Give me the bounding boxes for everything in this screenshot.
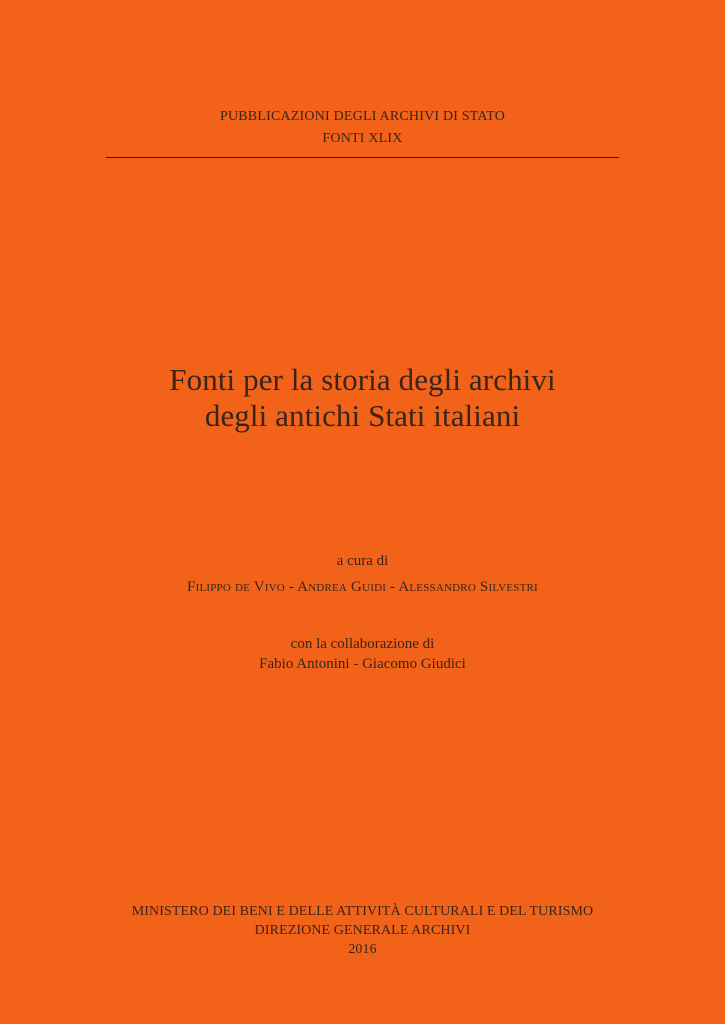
series-volume: FONTI XLIX [322, 131, 403, 146]
editors-names: Filippo de Vivo - Andrea Guidi - Alessandro Silvestri [187, 579, 538, 595]
series-name: PUBBLICAZIONI DEGLI ARCHIVI DI STATO [219, 109, 506, 124]
publisher-ministry: MINISTERO DEI BENI E DELLE ATTIVITÀ CULTURALI E DEL TURISMO [131, 904, 594, 919]
collaborators [0, 634, 725, 674]
publisher-block [0, 902, 725, 959]
publisher-directorate: DIREZIONE GENERALE ARCHIVI [254, 923, 471, 938]
book-title [0, 362, 725, 434]
editors [0, 548, 725, 600]
publication-year: 2016 [348, 942, 377, 957]
header-divider [106, 157, 619, 158]
editors-intro: a cura di [336, 553, 389, 569]
collaborators-intro: con la collaborazione di [290, 636, 435, 652]
title-line-1: Fonti per la storia degli archivi [169, 362, 556, 397]
series-header [0, 106, 725, 150]
title-line-2: degli antichi Stati italiani [204, 398, 521, 433]
collaborators-names: Fabio Antonini - Giacomo Giudici [259, 656, 466, 672]
